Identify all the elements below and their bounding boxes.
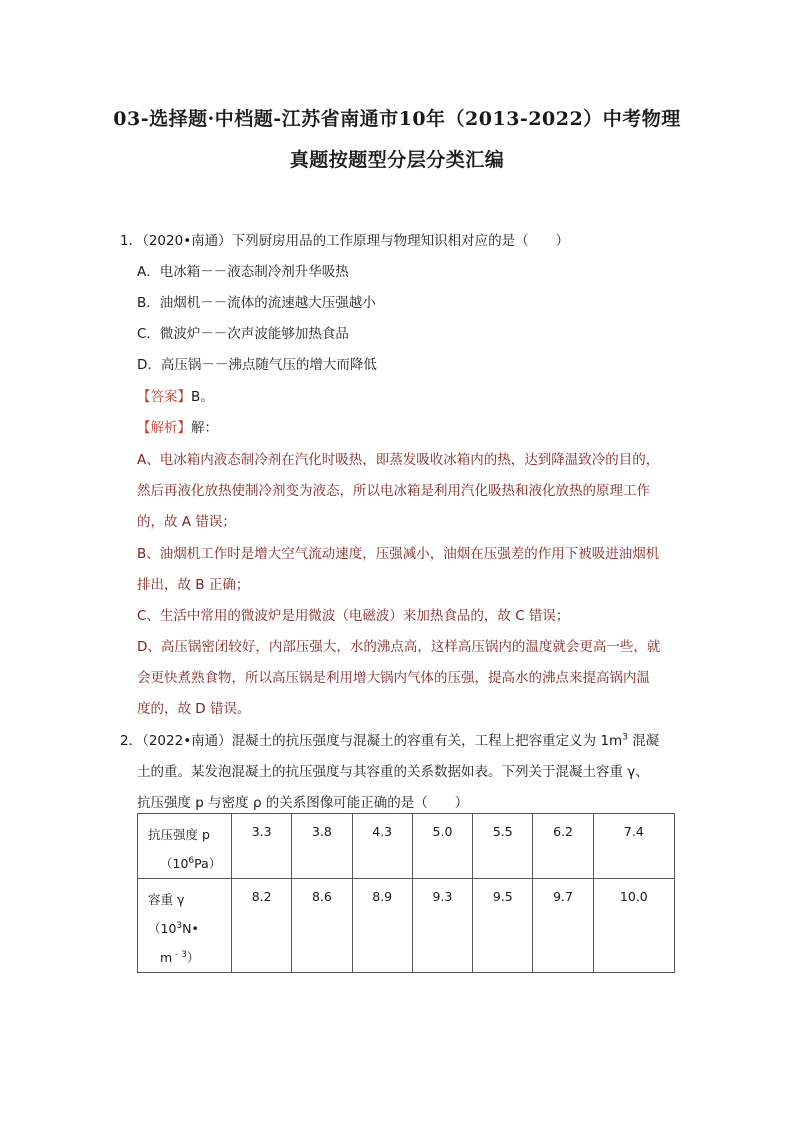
table-cell: 9.5 xyxy=(473,879,533,973)
explanation-line: B、油烟机工作时是增大空气流动速度，压强减小，油烟在压强差的作用下被吸进油烟机 xyxy=(137,546,660,562)
superscript: 3 xyxy=(622,732,628,743)
table-row xyxy=(138,879,675,973)
answer-value: B。 xyxy=(191,389,214,405)
table-cell: 3.8 xyxy=(292,814,352,879)
analysis-label: 【解析】 xyxy=(137,420,191,436)
header-text: 抗压强度 p xyxy=(148,827,210,842)
analysis-value: 解： xyxy=(191,420,218,436)
superscript: ﹣3 xyxy=(172,950,187,961)
table-cell: 8.2 xyxy=(232,879,292,973)
table-cell: 8.9 xyxy=(352,879,412,973)
header-text: N• xyxy=(182,921,199,937)
answer-label: 【答案】 xyxy=(137,389,191,405)
question-1-answer xyxy=(137,385,214,405)
question-2-stem-line-2: 土的重。某发泡混凝土的抗压强度与其容重的关系数据如表。下列关于混凝土容重 γ、 xyxy=(137,764,649,780)
explanation-line: 的，故 A 错误； xyxy=(137,514,236,530)
table-cell: 3.3 xyxy=(232,814,292,879)
header-text: 容重 γ（10 xyxy=(148,892,185,937)
table-cell: 9.7 xyxy=(533,879,593,973)
table-row xyxy=(138,814,675,879)
question-2-stem-line-1 xyxy=(120,729,659,749)
explanation-line: 然后再液化放热使制冷剂变为液态，所以电冰箱是利用汽化吸热和液化放热的原理工作 xyxy=(137,483,650,499)
header-unit xyxy=(148,848,230,877)
table-cell: 5.5 xyxy=(473,814,533,879)
explanation-line: D、高压锅密闭较好，内部压强大，水的沸点高，这样高压锅内的温度就会更高一些，就 xyxy=(137,639,661,655)
table-cell: 9.3 xyxy=(412,879,472,973)
explanation-line: C、生活中常用的微波炉是用微波（电磁波）来加热食品的，故 C 错误； xyxy=(137,608,570,624)
question-1-option-c: C．微波炉－－次声波能够加热食品 xyxy=(137,326,349,342)
explanation-line: 会更快煮熟食物，所以高压锅是利用增大锅内气体的压强，提高水的沸点来提高锅内温 xyxy=(137,670,650,686)
question-1-option-b: B．油烟机－－流体的流速越大压强越小 xyxy=(137,295,376,311)
table-cell: 8.6 xyxy=(292,879,352,973)
table-cell: 4.3 xyxy=(352,814,412,879)
unit-text: （10 xyxy=(160,856,189,872)
question-1-option-d: D．高压锅－－沸点随气压的增大而降低 xyxy=(137,357,377,373)
document-title-line-2: 真题按题型分层分类汇编 xyxy=(289,149,505,171)
explanation-line: A、电冰箱内液态制冷剂在汽化时吸热，即蒸发吸收冰箱内的热，达到降温致冷的目的， xyxy=(137,452,660,468)
question-1-option-a: A．电冰箱－－液态制冷剂升华吸热 xyxy=(137,264,349,280)
table-cell: 6.2 xyxy=(533,814,593,879)
table-cell: 7.4 xyxy=(593,814,674,879)
table-cell: 10.0 xyxy=(593,879,674,973)
explanation-line: 排出，故 B 正确； xyxy=(137,577,250,593)
row-header-strength xyxy=(138,814,232,879)
question-1-analysis xyxy=(137,416,218,436)
data-table xyxy=(137,813,675,973)
unit-text: Pa） xyxy=(194,856,222,872)
unit-text: ） xyxy=(186,950,200,966)
row-header-density xyxy=(138,879,232,973)
header-text xyxy=(148,892,199,936)
stem-text: 混凝 xyxy=(627,733,660,749)
superscript: 6 xyxy=(188,856,195,866)
unit-text: m xyxy=(160,950,173,966)
document-title-line-1: 03-选择题·中档题-江苏省南通市10年（2013-2022）中考物理 xyxy=(113,108,681,130)
table-cell: 5.0 xyxy=(412,814,472,879)
question-2-stem-line-3: 抗压强度 p 与密度 ρ 的关系图像可能正确的是（ ） xyxy=(137,795,469,811)
question-1-stem: 1．（2020•南通）下列厨房用品的工作原理与物理知识相对应的是（ ） xyxy=(120,233,570,249)
stem-text: 2．（2022•南通）混凝土的抗压强度与混凝土的容重有关，工程上把容重定义为 1m xyxy=(120,733,623,749)
explanation-line: 度的，故 D 错误。 xyxy=(137,701,251,717)
superscript: 3 xyxy=(176,921,183,932)
header-unit xyxy=(148,942,230,971)
